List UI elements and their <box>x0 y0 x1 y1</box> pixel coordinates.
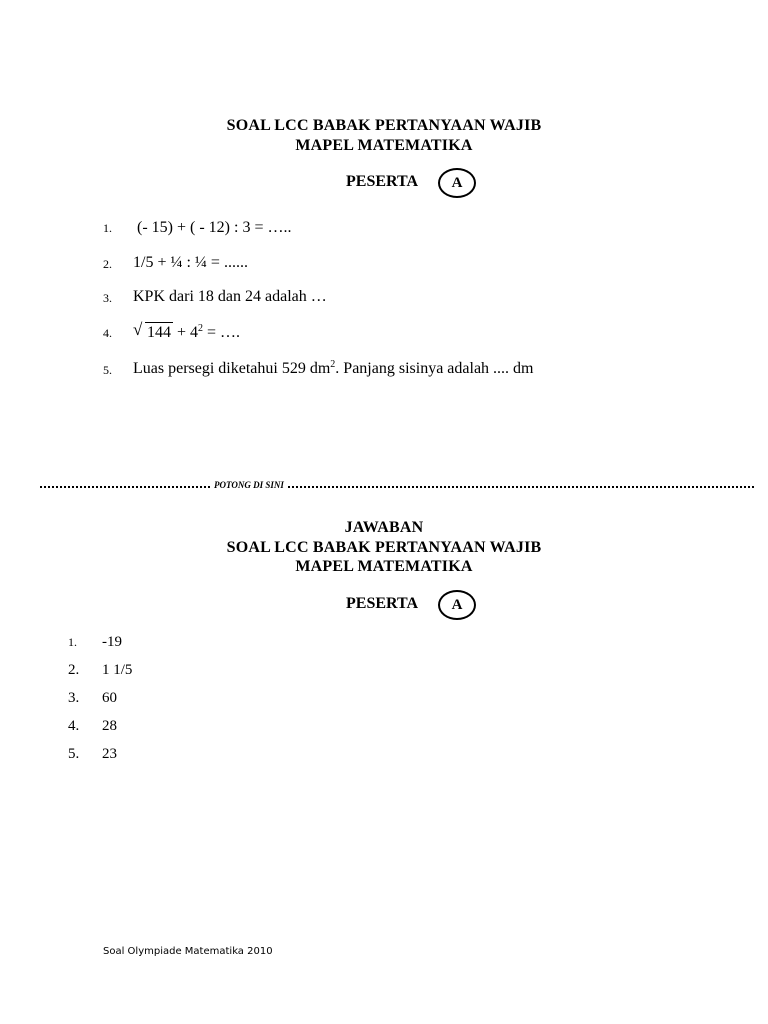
radicand: 144 <box>147 324 171 341</box>
question-number: 5. <box>103 363 112 377</box>
answer-text: 28 <box>102 718 117 734</box>
answer-text: 60 <box>102 690 117 706</box>
question-text: KPK dari 18 dan 24 adalah … <box>133 288 327 305</box>
soal-title-line1: SOAL LCC BABAK PERTANYAAN WAJIB <box>226 117 542 134</box>
jawaban-peserta-code-circle <box>438 590 476 620</box>
jawaban-title-line2: MAPEL MATEMATIKA <box>295 558 473 575</box>
question-text-after: + 4 <box>173 324 199 341</box>
cut-line-divider <box>40 486 754 488</box>
answer-number: 1. <box>68 635 77 649</box>
question-number: 1. <box>103 221 112 235</box>
question-text: (- 15) + ( - 12) : 3 = ….. <box>137 219 292 236</box>
soal-peserta-label: PESERTA <box>346 173 419 190</box>
question-number: 2. <box>103 257 112 271</box>
question-text-sqrt <box>133 322 240 343</box>
answer-number: 4. <box>68 718 80 734</box>
jawaban-heading: JAWABAN <box>344 519 424 536</box>
jawaban-peserta-label: PESERTA <box>346 595 419 612</box>
soal-title-line2: MAPEL MATEMATIKA <box>295 137 473 154</box>
question-text <box>133 359 533 379</box>
cut-line-label: POTONG DI SINI <box>214 480 284 490</box>
exponent: 2 <box>198 323 204 334</box>
exponent: 2 <box>330 359 336 370</box>
answer-number: 2. <box>68 662 80 678</box>
question-number: 4. <box>103 326 112 340</box>
jawaban-title-line1: SOAL LCC BABAK PERTANYAAN WAJIB <box>226 539 542 556</box>
soal-peserta-code-circle <box>438 168 476 198</box>
answer-number: 3. <box>68 690 80 706</box>
answer-text: -19 <box>102 634 122 650</box>
sqrt-expression <box>133 322 173 343</box>
answer-text: 1 1/5 <box>102 662 133 678</box>
question-text-main: Luas persegi diketahui 529 dm <box>133 360 331 377</box>
answer-number: 5. <box>68 746 80 762</box>
page-footer: Soal Olympiade Matematika 2010 <box>103 946 273 957</box>
question-text-end: . Panjang sisinya adalah .... dm <box>335 360 534 377</box>
question-text-end: = …. <box>203 324 241 341</box>
question-text: 1/5 + ¼ : ¼ = ...... <box>133 254 248 271</box>
jawaban-peserta-code: A <box>451 596 463 613</box>
answer-text: 23 <box>102 746 117 762</box>
sqrt-icon: √ <box>133 320 143 339</box>
question-number: 3. <box>103 291 112 305</box>
soal-peserta-code: A <box>451 174 463 191</box>
